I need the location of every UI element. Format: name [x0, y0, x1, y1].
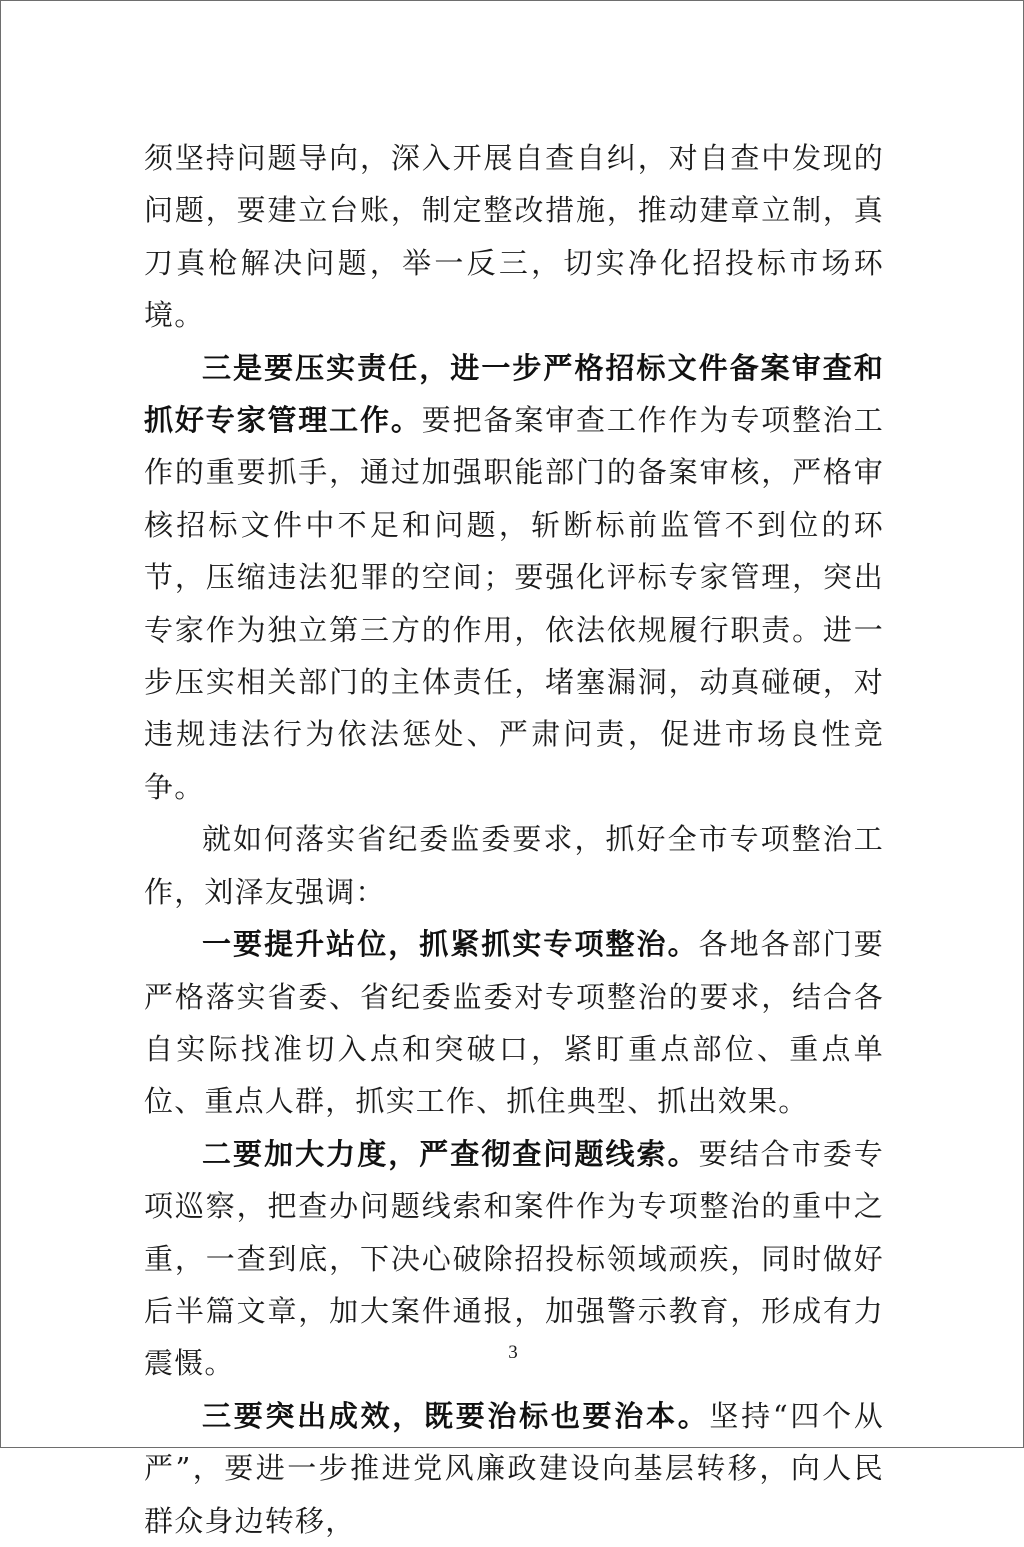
paragraph-emphasis-intro	[144, 813, 884, 918]
paragraph-text: 坚持“四个从严”，要进一步推进党风廉政建设向基层转移，向人民群众身边转移，	[144, 1398, 884, 1538]
document-body	[144, 132, 884, 1547]
paragraph-lead-heading: 二要加大力度，严查彻查问题线索。	[202, 1136, 699, 1171]
page-number: 3	[508, 1342, 518, 1363]
paragraph-text: 须坚持问题导向，深入开展自查自纠，对自查中发现的问题，要建立台账，制定整改措施，推动建章立制，真刀真枪解决问题，举一反三，切实净化招投标市场环境。	[144, 141, 884, 333]
paragraph-continuation	[144, 132, 884, 342]
paragraph-third-responsibility	[144, 342, 884, 814]
paragraph-first-requirement	[144, 918, 884, 1128]
paragraph-lead-heading: 一要提升站位，抓紧抓实专项整治。	[202, 927, 699, 962]
paragraph-text: 就如何落实省纪委监委要求，抓好全市专项整治工作，刘泽友强调：	[144, 822, 884, 909]
paragraph-text: 要结合市委专项巡察，把查办问题线索和案件作为专项整治的重中之重，一查到底，下决心破除招投标领域顽疾，同时做好后半篇文章，加大案件通报，加强警示教育，形成有力震慑。	[144, 1136, 884, 1381]
paragraph-lead-heading: 三要突出成效，既要治标也要治本。	[202, 1398, 710, 1433]
paragraph-text: 要把备案审查工作作为专项整治工作的重要抓手，通过加强职能部门的备案审核，严格审核招标文件中不足和问题，斩断标前监管不到位的环节，压缩违法犯罪的空间；要强化评标专家管理，突出专家作为独立第三方的作用，依法依规履行职责。进一步压实相关部门的主体责任，堵塞漏洞，动真碰硬，对违规违法行为依法惩处、严肃问责，促进市场良性竞争。	[144, 403, 884, 804]
paragraph-third-requirement	[144, 1390, 884, 1547]
paragraph-text: 各地各部门要严格落实省委、省纪委监委对专项整治的要求，结合各自实际找准切入点和突破口，紧盯重点部位、重点单位、重点人群，抓实工作、抓住典型、抓出效果。	[144, 927, 884, 1119]
paragraph-lead-heading: 三是要压实责任，进一步严格招标文件备案审查和抓好专家管理工作。	[144, 350, 884, 438]
